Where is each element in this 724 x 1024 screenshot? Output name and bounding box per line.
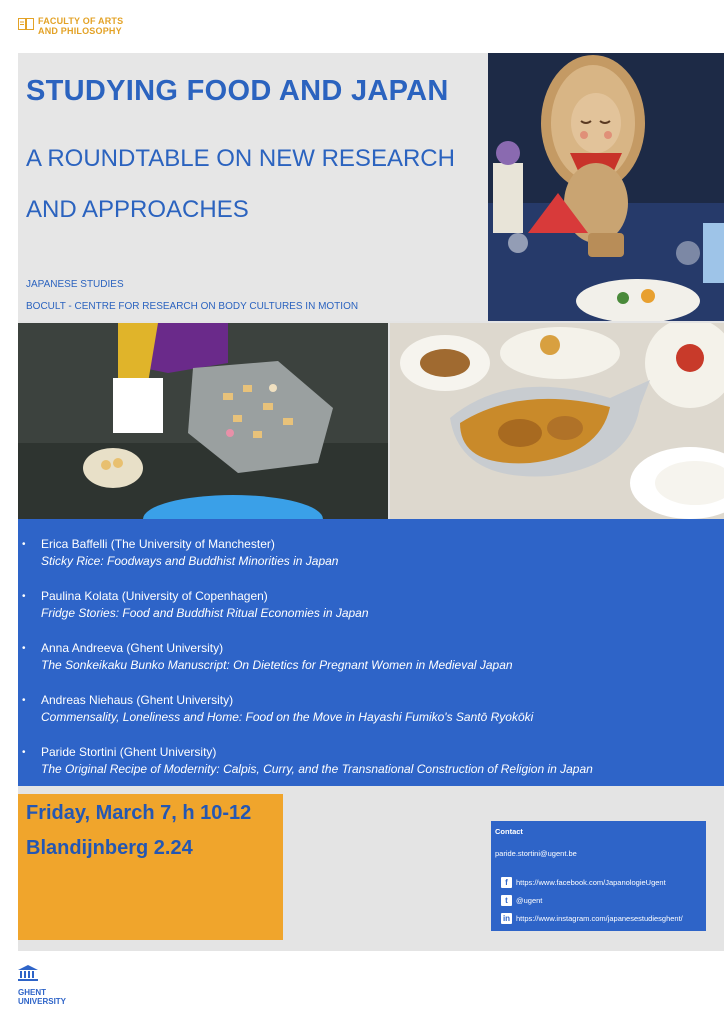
talks-list [18, 519, 724, 786]
faculty-line-1: FACULTY OF ARTS [38, 16, 124, 26]
talk-title: Sticky Rice: Foodways and Buddhist Minorities in Japan [41, 554, 339, 568]
twitter-icon: t [501, 895, 512, 906]
event-date: Friday, March 7, h 10-12 [26, 802, 252, 824]
organizer-japanese-studies: JAPANESE STUDIES [26, 279, 124, 290]
header-block [18, 53, 488, 321]
footer-line-2: UNIVERSITY [18, 997, 67, 1006]
bullet-icon: • [22, 539, 26, 550]
talk-speaker: Paulina Kolata (University of Copenhagen) [41, 589, 268, 603]
talk-speaker: Anna Andreeva (Ghent University) [41, 641, 224, 655]
event-venue: Blandijnberg 2.24 [26, 837, 193, 859]
ritual-offering-photo [18, 323, 388, 519]
curry-dish-photo [390, 323, 724, 519]
book-icon [18, 18, 34, 30]
linkedin-icon: in [502, 914, 511, 923]
contact-box [491, 821, 706, 931]
talk-speaker: Andreas Niehaus (Ghent University) [41, 693, 234, 707]
talk-item [22, 692, 593, 744]
talk-item [22, 588, 593, 640]
talk-title: Fridge Stories: Food and Buddhist Ritual Economies in Japan [41, 606, 369, 620]
poster-title: STUDYING FOOD AND JAPAN [26, 75, 449, 107]
poster-subtitle: A ROUNDTABLE ON NEW RESEARCH AND APPROACHES [26, 145, 455, 223]
instagram-row[interactable] [501, 913, 683, 924]
talk-item [22, 640, 593, 692]
bullet-icon: • [22, 591, 26, 602]
facebook-link[interactable]: https://www.facebook.com/JapanologieUgent [516, 878, 666, 887]
bullet-icon: • [22, 695, 26, 706]
contact-email-link[interactable]: paride.stortini@ugent.be [495, 849, 577, 858]
talk-item [22, 536, 593, 588]
footer-line-1: GHENT [18, 988, 46, 997]
talk-title: The Sonkeikaku Bunko Manuscript: On Dietetics for Pregnant Women in Medieval Japan [41, 658, 513, 672]
organizer-bocult: BOCULT - CENTRE FOR RESEARCH ON BODY CULTURES IN MOTION [26, 301, 359, 312]
event-info-box [18, 794, 283, 940]
faculty-logo [18, 16, 123, 36]
bullet-icon: • [22, 747, 26, 758]
university-building-icon [18, 965, 38, 981]
jizo-statue-photo [488, 53, 724, 321]
facebook-row[interactable] [501, 877, 666, 888]
ghent-university-logo [18, 965, 66, 1006]
bullet-icon: • [22, 643, 26, 654]
poster [18, 53, 724, 951]
talk-speaker: Erica Baffelli (The University of Manchester) [41, 537, 275, 551]
talk-speaker: Paride Stortini (Ghent University) [41, 745, 217, 759]
talk-item [22, 744, 593, 796]
facebook-icon: f [501, 877, 512, 888]
talk-title: Commensality, Loneliness and Home: Food on the Move in Hayashi Fumiko's Santō Ryokōki [41, 710, 534, 724]
contact-title: Contact [495, 827, 523, 836]
twitter-link[interactable]: @ugent [516, 896, 543, 905]
faculty-line-2: AND PHILOSOPHY [38, 26, 122, 36]
instagram-link[interactable]: https://www.instagram.com/japanesestudiesghent/ [516, 914, 683, 923]
twitter-row[interactable] [501, 895, 542, 906]
talk-title: The Original Recipe of Modernity: Calpis, Curry, and the Transnational Construction of Religion in Japan [41, 762, 593, 776]
